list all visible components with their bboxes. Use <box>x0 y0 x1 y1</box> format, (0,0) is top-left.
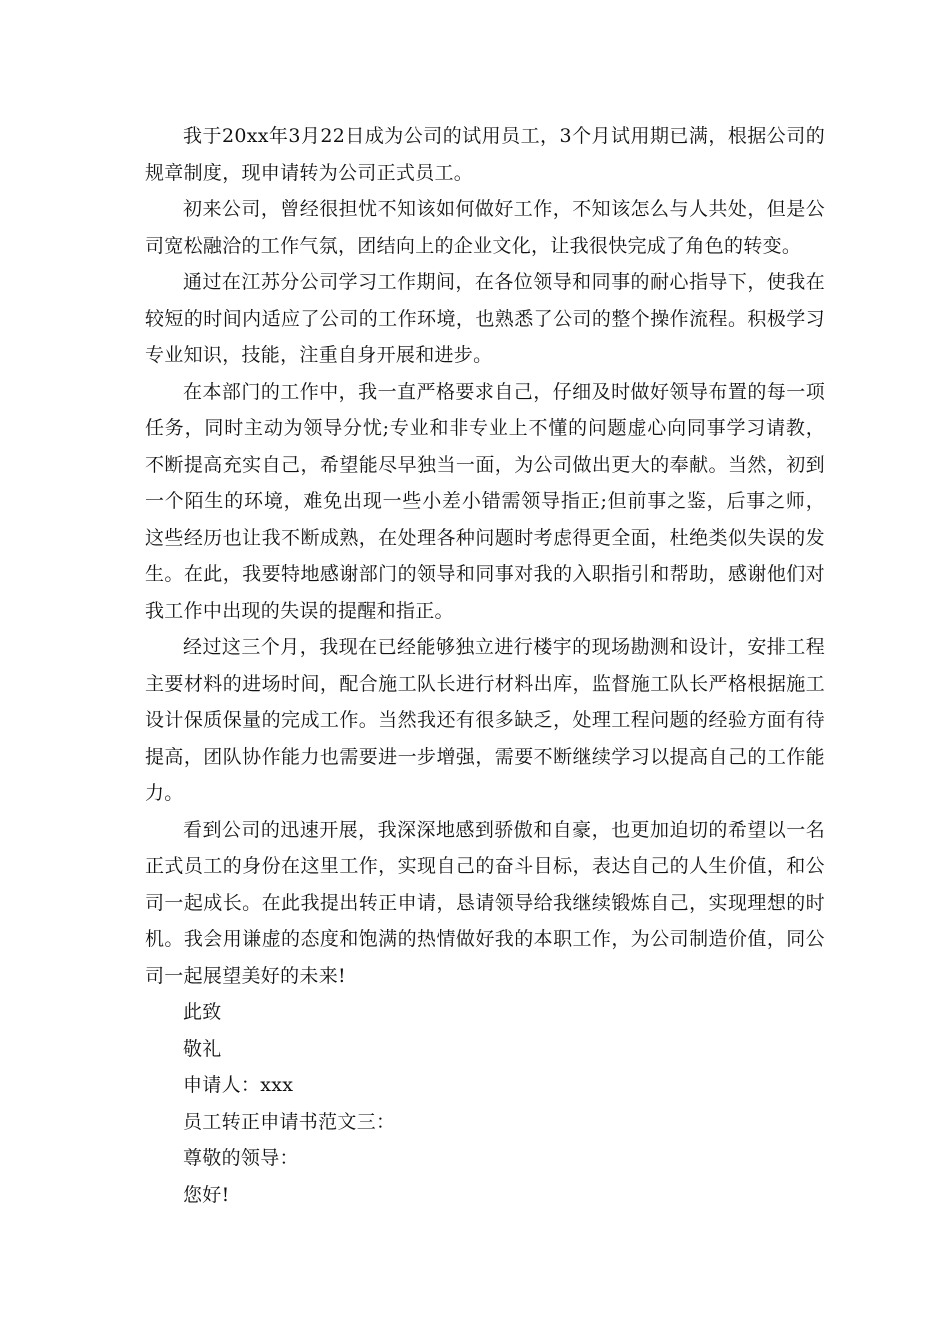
applicant-signature: 申请人：xxx <box>183 1074 294 1096</box>
paragraph-request: 看到公司的迅速开展，我深深地感到骄傲和自豪，也更加迫切的希望以一名正式员工的身份在这里工作，实现自己的奋斗目标，表达自己的人生价值，和公司一起成长。在此我提出转正申请，恳请领导给我继续锻炼自己，实现理想的时机。我会用谦虚的态度和饱满的热情做好我的本职工作，为公司制造价值，同公司一起展望美好的未来! <box>145 818 825 987</box>
document-body <box>145 118 825 1213</box>
paragraph-department-work: 在本部门的工作中，我一直严格要求自己，仔细及时做好领导布置的每一项任务，同时主动为领导分忧;专业和非专业上不懂的问题虚心向同事学习请教，不断提高充实自己，希望能尽早独当一面，为公司做出更大的奉献。当然，初到一个陌生的环境，难免出现一些小差小错需领导指正;但前事之鉴，后事之师，这些经历也让我不断成熟，在处理各种问题时考虑得更全面，杜绝类似失误的发生。在此，我要特地感谢部门的领导和同事对我的入职指引和帮助，感谢他们对我工作中出现的失误的提醒和指正。 <box>145 380 825 622</box>
closing-line-1: 此致 <box>183 1001 222 1023</box>
next-section-greeting: 您好! <box>183 1183 230 1206</box>
next-section-title: 员工转正申请书范文三： <box>183 1110 396 1133</box>
closing-line-2: 敬礼 <box>183 1037 222 1060</box>
next-section-salutation: 尊敬的领导： <box>183 1147 299 1169</box>
paragraph-first-impression: 初来公司，曾经很担忧不知该如何做好工作，不知该怎么与人共处，但是公司宽松融洽的工作气氛，团结向上的企业文化，让我很快完成了角色的转变。 <box>145 198 825 257</box>
paragraph-intro: 我于20xx年3月22日成为公司的试用员工，3个月试用期已满，根据公司的规章制度，现申请转为公司正式员工。 <box>145 125 825 184</box>
paragraph-achievements: 经过这三个月，我现在已经能够独立进行楼宇的现场勘测和设计，安排工程主要材料的进场时间，配合施工队长进行材料出库，监督施工队长严格根据施工设计保质保量的完成工作。当然我还有很多缺乏，处理工程问题的经验方面有待提高，团队协作能力也需要进一步增强，需要不断继续学习以提高自己的工作能力。 <box>145 636 825 804</box>
paragraph-training: 通过在江苏分公司学习工作期间，在各位领导和同事的耐心指导下，使我在较短的时间内适应了公司的工作环境，也熟悉了公司的整个操作流程。积极学习专业知识，技能，注重自身开展和进步。 <box>145 271 825 366</box>
